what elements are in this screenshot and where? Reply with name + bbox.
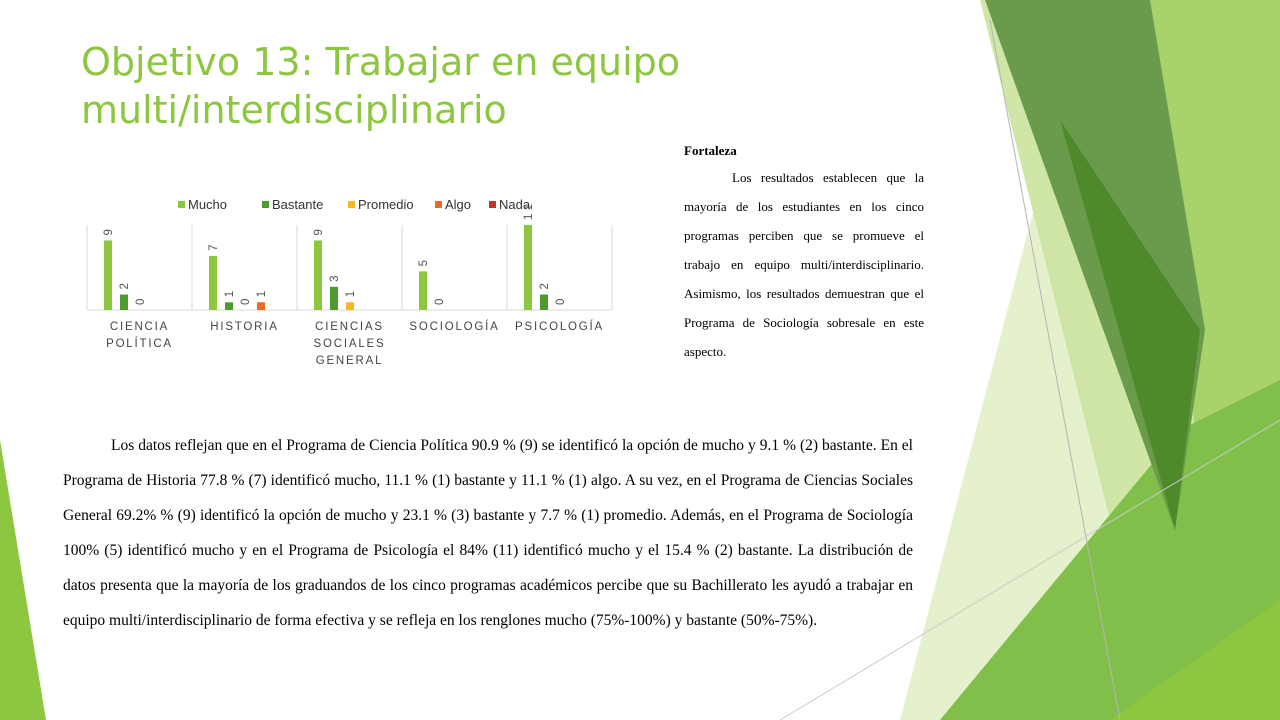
data-label-algo: 1 (256, 290, 268, 298)
legend-label-bastante: Bastante (272, 197, 324, 212)
bar-chart (80, 180, 640, 380)
legend-swatch-nada (489, 201, 496, 208)
category-label: HISTORIA (210, 321, 279, 333)
category-label: PSICOLOGÍA (515, 321, 604, 333)
data-label-mucho: 1 1 (523, 204, 535, 220)
bar-bastante (540, 295, 548, 310)
data-label-mucho: 7 (208, 244, 220, 251)
fortaleza-body: Los resultados establecen que la mayoría de los estudiantes en los cinco programas perciben que se promueve el trabajo en equipo multi/interdisciplinario. Asimismo, los resultados demuestran que el Programa de Sociología sobresale en este aspecto. (684, 170, 924, 359)
legend-label-mucho: Mucho (188, 197, 228, 212)
category-label: POLÍTICA (106, 338, 173, 350)
bar-mucho (104, 240, 112, 310)
data-label-promedio: 0 (555, 298, 567, 305)
data-label-mucho: 9 (313, 229, 325, 236)
data-label-bastante: 2 (119, 283, 131, 290)
data-label-bastante: 1 (224, 290, 236, 298)
data-label-bastante: 2 (539, 283, 551, 290)
bar-bastante (120, 295, 128, 310)
category-label: CIENCIAS (315, 321, 384, 333)
bar-bastante (225, 302, 233, 310)
data-label-promedio: 0 (240, 298, 252, 305)
legend-swatch-promedio (348, 201, 355, 208)
legend-swatch-mucho (178, 201, 185, 208)
legend-swatch-bastante (262, 201, 269, 208)
legend-label-promedio: Promedio (358, 197, 414, 212)
data-label-mucho: 9 (103, 229, 115, 236)
slide-title (81, 38, 761, 134)
bar-mucho (524, 225, 532, 310)
category-label: SOCIOLOGÍA (409, 321, 500, 333)
legend-label-nada: Nada (499, 197, 531, 212)
bar-mucho (314, 240, 322, 310)
bar-mucho (419, 271, 427, 310)
bar-mucho (209, 256, 217, 310)
body-paragraph: Los datos reflejan que en el Programa de Ciencia Política 90.9 % (9) se identificó la opción de mucho y 9.1 % (2) bastante. En el Programa de Historia 77.8 % (7) identificó mucho, 11.1 % (1) bastante y 11.1 % (1) algo. A su vez, en el Programa de Ciencias Sociales General 69.2% % (9) identificó la opción de mucho y 23.1 % (3) bastante y 7.7 % (1) promedio. Además, en el Programa de Sociología 100% (5) identificó mucho y en el Programa de Psicología el 84% (11) identificó mucho y el 15.4 % (2) bastante. La distribución de datos presenta que la mayoría de los graduandos de los cinco programas académicos percibe que su Bachillerato les ayudó a trabajar en equipo multi/interdisciplinario de forma efectiva y se refleja en los renglones mucho (75%-100%) y bastante (50%-75%). (63, 437, 913, 629)
fortaleza-box (684, 143, 924, 366)
data-label-promedio: 0 (135, 298, 147, 305)
fortaleza-heading: Fortaleza (684, 143, 737, 158)
bar-bastante (330, 287, 338, 310)
data-label-bastante: 3 (329, 275, 341, 282)
legend-label-algo: Algo (445, 197, 472, 212)
category-label: GENERAL (315, 355, 384, 367)
category-label: SOCIALES (313, 338, 386, 350)
category-label: CIENCIA (109, 321, 170, 333)
deco-left-strip (0, 440, 46, 720)
slide-title-line-1: Objetivo 13: Trabajar en equipo (81, 40, 681, 84)
bar-algo (257, 302, 265, 310)
data-label-mucho: 5 (418, 259, 430, 267)
bar-promedio (346, 302, 354, 310)
legend-swatch-algo (435, 201, 442, 208)
data-label-promedio: 1 (345, 290, 357, 298)
data-label-bastante: 0 (434, 298, 446, 305)
slide-title-line-2: multi/interdisciplinario (81, 88, 507, 132)
